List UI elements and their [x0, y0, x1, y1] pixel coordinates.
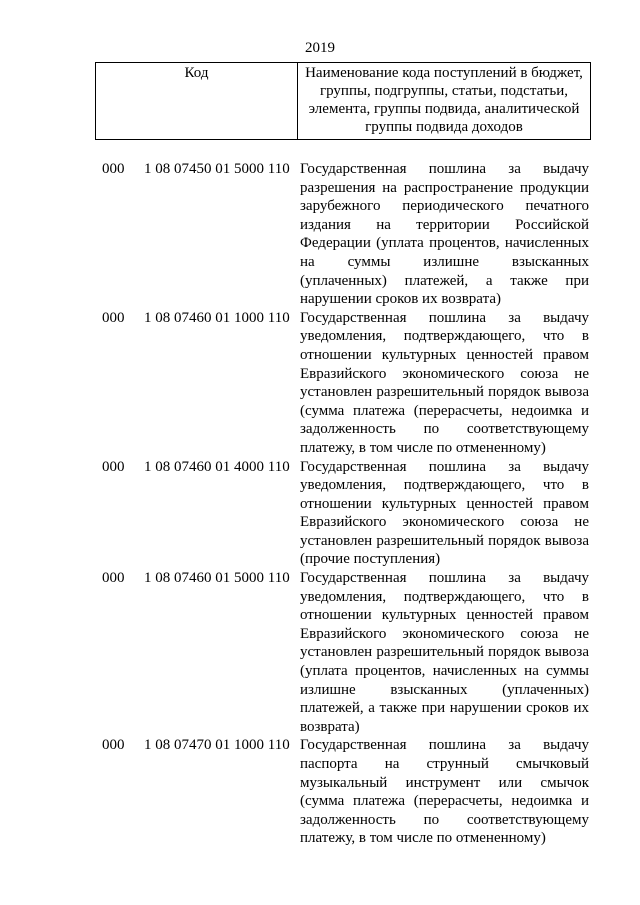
table-row [0, 736, 640, 848]
admin-code: 000 [102, 458, 125, 475]
admin-code: 000 [102, 570, 125, 587]
income-code: 1 08 07460 01 1000 110 [144, 309, 290, 326]
income-name: Государственная пошлина за выдачу паспорта на струнный смычковый музыкальный инструмент или смычок (сумма платежа (перерасчеты, недоимка и задолженность по соответствующему платежу, в том числе по отмененному) [300, 737, 589, 847]
header-name-column: Наименование кода поступлений в бюджет, группы, подгруппы, статьи, подстатьи, элемента, группы подвида, аналитической группы подвида доходов [305, 65, 583, 135]
table-header [95, 62, 591, 140]
income-name: Государственная пошлина за выдачу разрешения на распространение продукции зарубежного периодического печатного издания на территории Российской Федерации (уплата процентов, начисленных на суммы излишне взысканных (уплаченных) платежей, а также при нарушении сроков их возврата) [300, 161, 589, 308]
income-name: Государственная пошлина за выдачу уведомления, подтверждающего, что в отношении культурных ценностей правом Евразийского экономического союза не установлен разрешительный порядок вывоза (прочие поступления) [300, 458, 589, 568]
header-code-column: Код [96, 63, 298, 139]
income-code: 1 08 07450 01 5000 110 [144, 161, 290, 177]
income-code: 1 08 07470 01 1000 110 [144, 737, 290, 754]
admin-code: 000 [102, 161, 125, 177]
income-name: Государственная пошлина за выдачу уведомления, подтверждающего, что в отношении культурных ценностей правом Евразийского экономического союза не установлен разрешительный порядок вывоза (сумма платежа (перерасчеты, недоимка и задолженность по соответствующему платежу, в том числе по отмененному) [300, 309, 589, 456]
admin-code: 000 [102, 309, 125, 326]
table-row [0, 458, 640, 570]
page-number: 2019 [305, 40, 335, 56]
income-code: 1 08 07460 01 5000 110 [144, 570, 290, 587]
income-code: 1 08 07460 01 4000 110 [144, 458, 290, 475]
admin-code: 000 [102, 737, 125, 754]
table-row [0, 569, 640, 736]
income-name: Государственная пошлина за выдачу уведомления, подтверждающего, что в отношении культурных ценностей правом Евразийского экономического союза не установлен разрешительный порядок вывоза (уплата процентов, начисленных на суммы излишне взысканных (уплаченных) платежей, а также при нарушении сроков их возврата) [300, 570, 589, 735]
table-body [0, 160, 640, 848]
table-row [0, 309, 640, 458]
table-row [0, 160, 640, 309]
